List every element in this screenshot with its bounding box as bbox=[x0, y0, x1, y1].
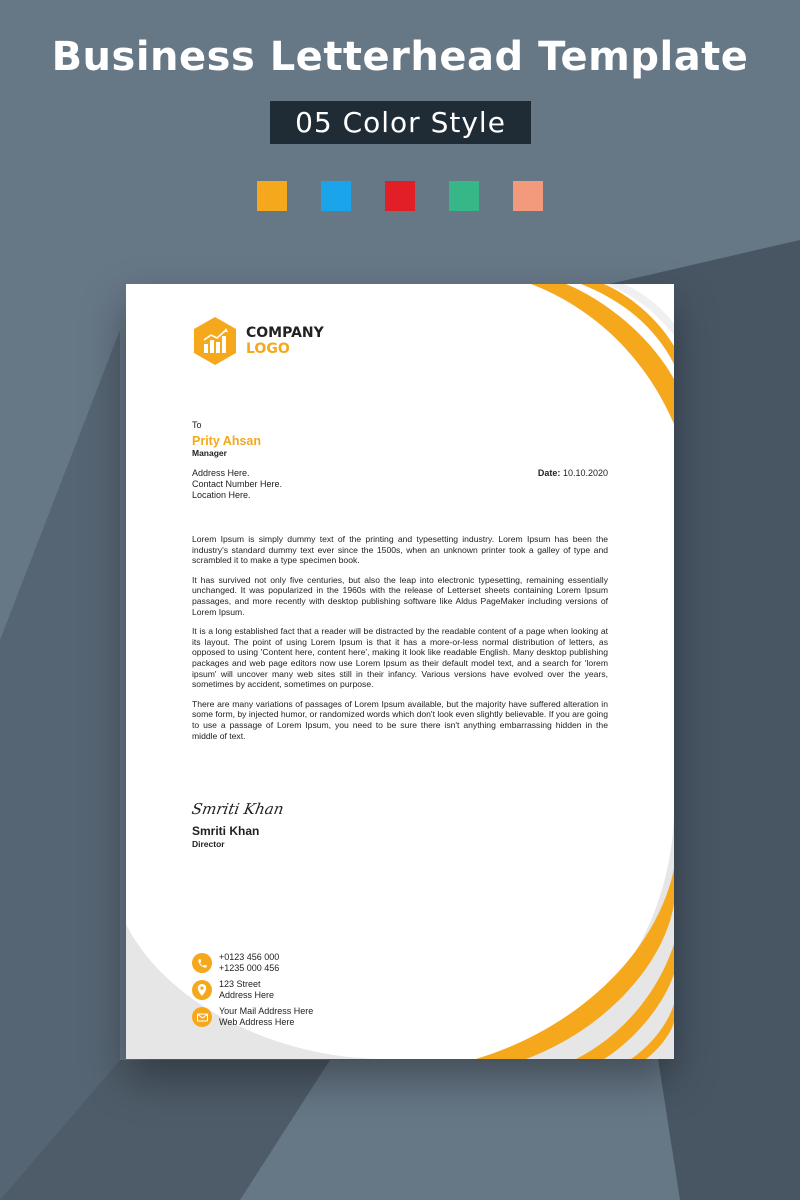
body-paragraph: It has survived not only five centuries, but also the leap into electronic typesetting, remaining essentially unchanged. It was popularized in the 1960s with the release of Letterset sheets containing Lorem Ipsum passages, and more recently with desktop publishing software like Aldus PageMaker including versions of Lorem Ipsum. bbox=[192, 574, 608, 617]
body-paragraph: There are many variations of passages of Lorem Ipsum available, but the majority have suffered alteration in some form, by injected humor, or randomized words which don't look even slightly believable. If you are going to use a passage of Lorem Ipsum, you need to be sure there isn't anything embarrassing hidden in the middle of text. bbox=[192, 698, 608, 741]
contact-line: +1235 000 456 bbox=[219, 963, 280, 973]
date-label: Date: bbox=[537, 468, 561, 478]
contact-line: +0123 456 000 bbox=[219, 952, 280, 962]
location-pin-icon bbox=[192, 980, 212, 1000]
to-label: To bbox=[192, 420, 202, 430]
letter-date bbox=[538, 468, 608, 479]
swatch-orange bbox=[257, 181, 287, 211]
signature: Smriti Khan bbox=[190, 800, 286, 818]
mail-icon bbox=[192, 1007, 212, 1027]
contact-phone bbox=[192, 952, 279, 974]
contact-address bbox=[192, 979, 274, 1001]
address-line: Contact Number Here. bbox=[192, 479, 283, 489]
chart-icon bbox=[192, 316, 238, 366]
address-line: Address Here. bbox=[192, 468, 250, 478]
swatch-red bbox=[385, 181, 415, 211]
address-line: Location Here. bbox=[192, 490, 251, 500]
company-logo bbox=[192, 316, 324, 366]
contact-line: Web Address Here bbox=[219, 1017, 295, 1027]
hero-title: Business Letterhead Template bbox=[51, 34, 749, 80]
recipient-name: Prity Ahsan bbox=[192, 434, 262, 448]
swatch-blue bbox=[321, 181, 351, 211]
logo-text-logo: LOGO bbox=[246, 341, 290, 357]
color-swatches bbox=[257, 181, 543, 211]
recipient-role: Manager bbox=[192, 448, 227, 458]
body-paragraph: It is a long established fact that a reader will be distracted by the readable content of a page when looking at its layout. The point of using Lorem Ipsum is that it has a more-or-less normal distribution of letters, as opposed to using 'Content here, content here', making it look like readable English. Many desktop publishing packages and web page editors now use Lorem Ipsum as their default model text, and a search for 'lorem ipsum' will uncover many web sites still in their infancy. Various versions have evolved over the years, sometimes by accident, sometimes on purpose. bbox=[192, 626, 608, 690]
signer-role: Director bbox=[192, 839, 225, 849]
signer-name: Smriti Khan bbox=[192, 824, 260, 838]
swatch-salmon bbox=[513, 181, 543, 211]
body-paragraph: Lorem Ipsum is simply dummy text of the printing and typesetting industry. Lorem Ipsum has been the industry's standard dummy text ever since the 1500s, when an unknown printer took a galley of type and scrambled it to make a type specimen book. bbox=[192, 534, 608, 566]
contact-line: Your Mail Address Here bbox=[219, 1006, 314, 1016]
contact-line: 123 Street bbox=[219, 979, 261, 989]
recipient-address bbox=[192, 468, 282, 501]
swatch-green bbox=[449, 181, 479, 211]
date-value: 10.10.2020 bbox=[562, 468, 608, 478]
logo-text-company: COMPANY bbox=[246, 325, 324, 341]
contact-line: Address Here bbox=[219, 990, 275, 1000]
contact-mail bbox=[192, 1006, 313, 1028]
hero-subtitle: 05 Color Style bbox=[270, 101, 531, 144]
letterhead-page bbox=[126, 284, 674, 1059]
phone-icon bbox=[192, 953, 212, 973]
letter-body bbox=[192, 534, 608, 750]
